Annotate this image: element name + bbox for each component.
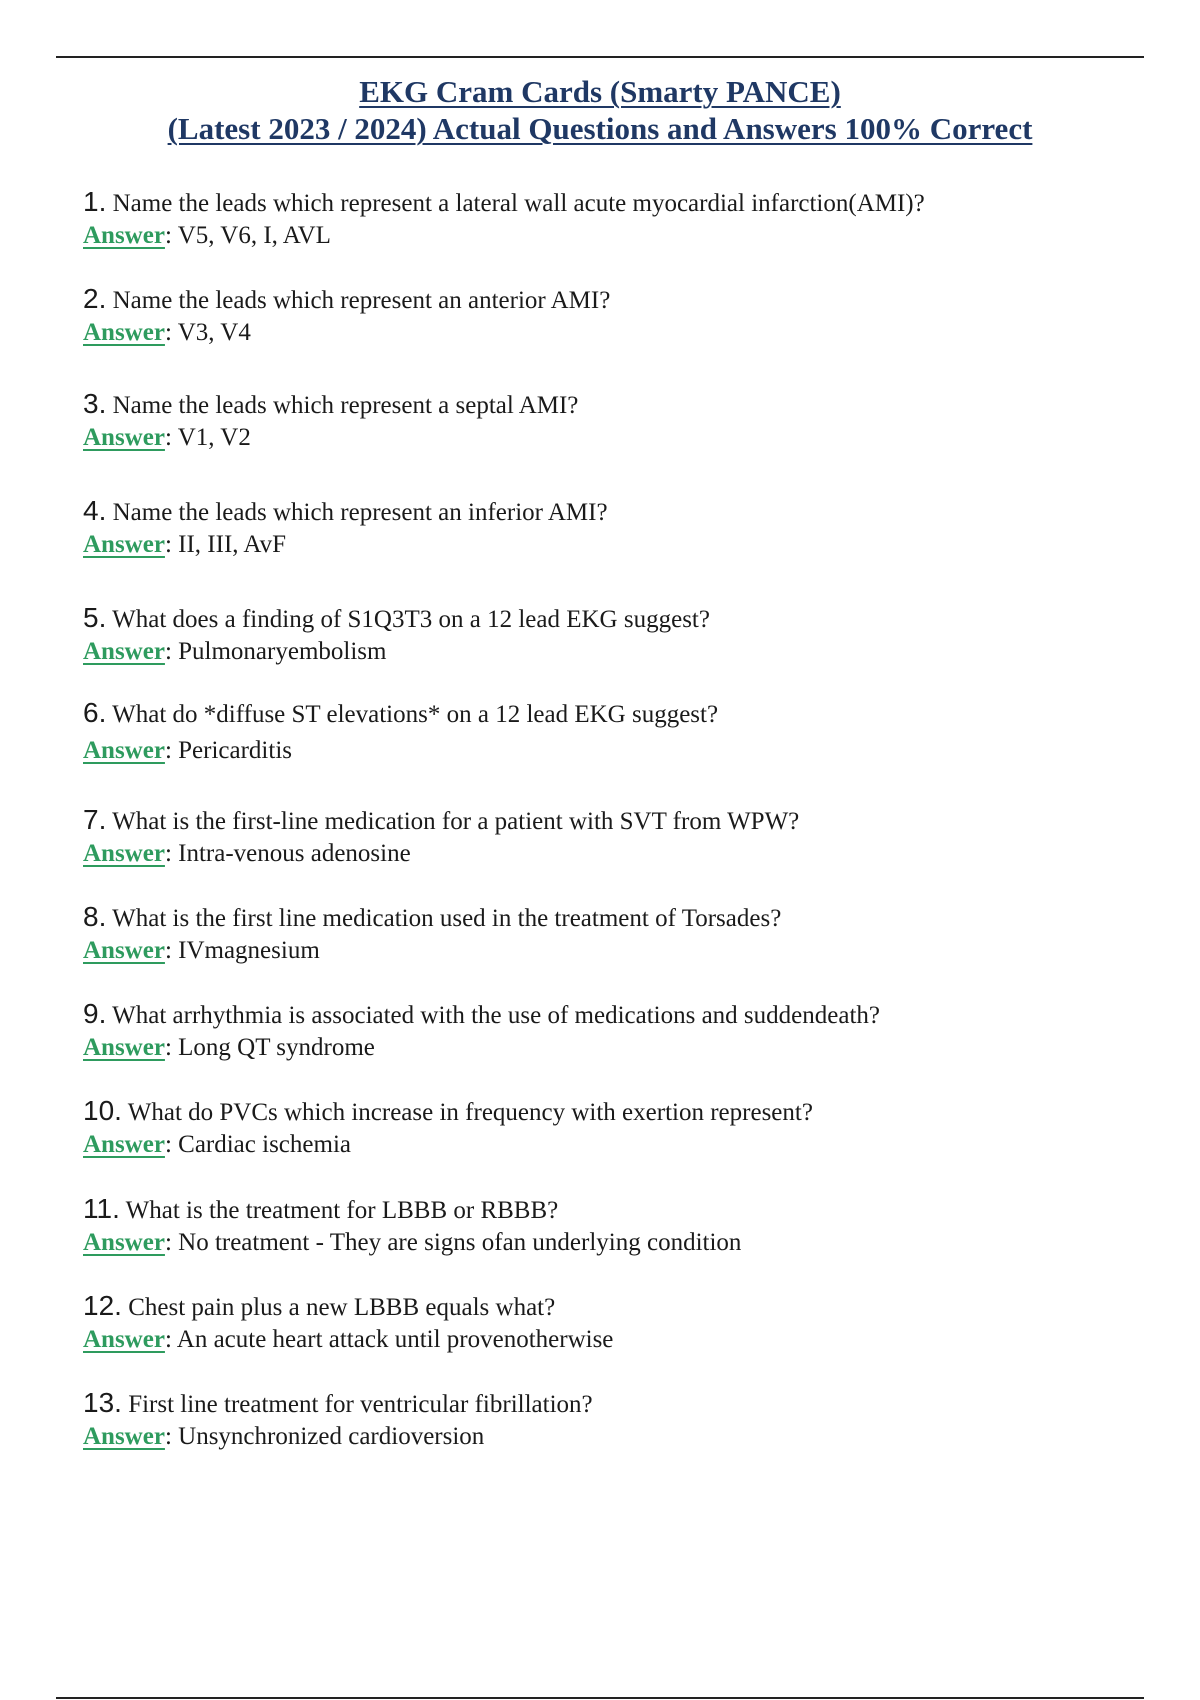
- answer-text: No treatment - They are signs ofan underlying condition: [178, 1229, 742, 1256]
- qa-item: [83, 1095, 1143, 1161]
- answer: Answer: Cardiac ischemia: [83, 1131, 351, 1158]
- question: [83, 1095, 1143, 1129]
- question: [83, 998, 1143, 1032]
- qa-item: [83, 1387, 1143, 1453]
- answer: Answer: Unsynchronized cardioversion: [83, 1423, 485, 1450]
- answer-label: Answer: [83, 737, 165, 764]
- answer: Answer: Long QT syndrome: [83, 1034, 375, 1061]
- answer-label: Answer: [83, 222, 165, 249]
- question-text: What is the first-line medication for a patient with SVT from WPW?: [112, 808, 800, 835]
- question: [83, 283, 1143, 317]
- answer-label: Answer: [83, 1229, 165, 1256]
- answer-label: Answer: [83, 1131, 165, 1158]
- question-text: Name the leads which represent an anterior AMI?: [112, 287, 611, 314]
- answer: Answer: Intra-venous adenosine: [83, 840, 411, 867]
- qa-item: [83, 602, 1143, 668]
- question-number: 13.: [83, 1387, 122, 1418]
- document-title: [0, 73, 1200, 147]
- answer-label: Answer: [83, 937, 165, 964]
- question: [83, 602, 1143, 636]
- top-rule: [56, 56, 1144, 58]
- question-text: Chest pain plus a new LBBB equals what?: [128, 1294, 556, 1321]
- question-text: What does a finding of S1Q3T3 on a 12 lead EKG suggest?: [112, 606, 710, 633]
- qa-item: [83, 901, 1143, 967]
- question-text: Name the leads which represent an inferior AMI?: [112, 499, 608, 526]
- qa-item: [83, 283, 1143, 349]
- answer: Answer: An acute heart attack until provenotherwise: [83, 1326, 614, 1353]
- question-text: What is the first line medication used in the treatment of Torsades?: [112, 905, 782, 932]
- question-number: 12.: [83, 1290, 122, 1321]
- answer-label: Answer: [83, 531, 165, 558]
- question-text: What do *diffuse ST elevations* on a 12 lead EKG suggest?: [112, 701, 719, 728]
- qa-item: [83, 495, 1143, 561]
- qa-item: [83, 388, 1143, 454]
- question: [83, 1193, 1143, 1227]
- answer-text: II, III, AvF: [178, 531, 286, 558]
- qa-item: [83, 697, 1143, 767]
- answer-text: Long QT syndrome: [178, 1034, 375, 1061]
- question-number: 10.: [83, 1095, 122, 1126]
- question: [83, 495, 1143, 529]
- answer: Answer: V3, V4: [83, 319, 251, 346]
- answer-text: IVmagnesium: [178, 937, 320, 964]
- answer-text: An acute heart attack until provenotherwise: [176, 1326, 614, 1353]
- question: [83, 1290, 1143, 1324]
- bottom-rule: [56, 1697, 1144, 1699]
- question-text: Name the leads which represent a lateral wall acute myocardial infarction(AMI)?: [112, 190, 925, 217]
- question-number: 9.: [83, 998, 107, 1029]
- answer: Answer: V5, V6, I, AVL: [83, 222, 331, 249]
- question-number: 4.: [83, 495, 107, 526]
- answer-text: V5, V6, I, AVL: [177, 222, 331, 249]
- answer-text: Pericarditis: [178, 737, 292, 764]
- title-line-2: (Latest 2023 / 2024) Actual Questions and Answers 100% Correct: [167, 111, 1033, 146]
- question-number: 5.: [83, 602, 107, 633]
- answer: Answer: Pericarditis: [83, 737, 292, 764]
- answer-label: Answer: [83, 424, 165, 451]
- question: [83, 697, 1143, 731]
- answer-label: Answer: [83, 1034, 165, 1061]
- question: [83, 186, 1143, 220]
- qa-item: [83, 998, 1143, 1064]
- qa-item: [83, 1193, 1143, 1259]
- answer-text: V1, V2: [177, 424, 251, 451]
- question-number: 1.: [83, 186, 107, 217]
- answer: Answer: IVmagnesium: [83, 937, 320, 964]
- question-number: 7.: [83, 804, 107, 835]
- question: [83, 901, 1143, 935]
- question-text: What arrhythmia is associated with the use of medications and suddendeath?: [112, 1002, 880, 1029]
- answer-text: Cardiac ischemia: [178, 1131, 351, 1158]
- question-text: Name the leads which represent a septal AMI?: [112, 392, 579, 419]
- qa-item: [83, 804, 1143, 870]
- question: [83, 388, 1143, 422]
- question: [83, 804, 1143, 838]
- answer-label: Answer: [83, 319, 165, 346]
- answer: Answer: V1, V2: [83, 424, 251, 451]
- question-number: 11.: [83, 1193, 120, 1224]
- answer-label: Answer: [83, 840, 165, 867]
- question-number: 6.: [83, 697, 107, 728]
- qa-item: [83, 186, 1143, 252]
- answer-text: Intra-venous adenosine: [178, 840, 411, 867]
- question-text: What do PVCs which increase in frequency with exertion represent?: [127, 1099, 813, 1126]
- question-number: 8.: [83, 901, 107, 932]
- answer-label: Answer: [83, 638, 165, 665]
- question-number: 3.: [83, 388, 107, 419]
- title-line-1: EKG Cram Cards (Smarty PANCE): [359, 74, 841, 109]
- answer: Answer: No treatment - They are signs ofan underlying condition: [83, 1229, 742, 1256]
- answer-label: Answer: [83, 1326, 165, 1353]
- question-number: 2.: [83, 283, 107, 314]
- answer: Answer: II, III, AvF: [83, 531, 286, 558]
- question: [83, 1387, 1143, 1421]
- question-text: First line treatment for ventricular fibrillation?: [128, 1391, 593, 1418]
- answer-text: Unsynchronized cardioversion: [178, 1423, 485, 1450]
- question-text: What is the treatment for LBBB or RBBB?: [125, 1197, 559, 1224]
- answer-text: Pulmonaryembolism: [178, 638, 387, 665]
- answer-text: V3, V4: [177, 319, 251, 346]
- qa-item: [83, 1290, 1143, 1356]
- answer-label: Answer: [83, 1423, 165, 1450]
- answer: Answer: Pulmonaryembolism: [83, 638, 387, 665]
